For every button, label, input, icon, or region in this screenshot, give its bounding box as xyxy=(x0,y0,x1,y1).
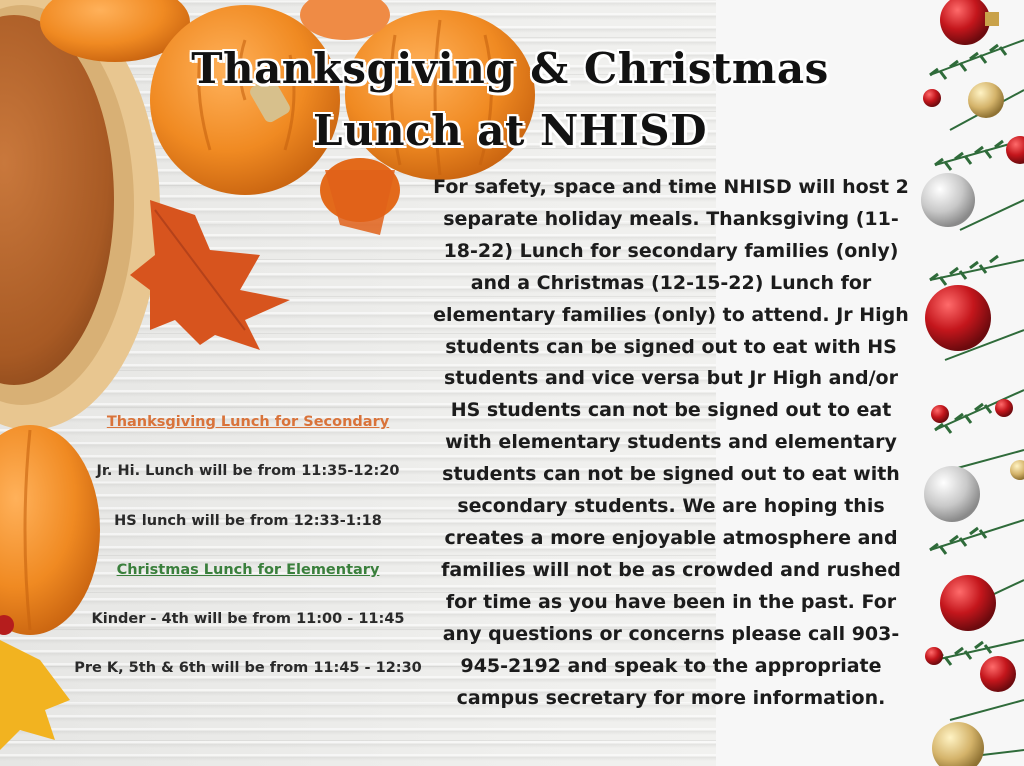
elementary-lunch-heading: Christmas Lunch for Elementary xyxy=(116,562,380,578)
kinder-4th-lunch-time: Kinder - 4th will be from 11:00 - 11:45 xyxy=(91,611,405,627)
page-title-line-1: Thanksgiving & Christmas xyxy=(191,44,829,93)
jr-hi-lunch-time: Jr. Hi. Lunch will be from 11:35-12:20 xyxy=(96,463,400,479)
secondary-lunch-heading: Thanksgiving Lunch for Secondary xyxy=(106,414,390,430)
prek-5th-6th-lunch-time: Pre K, 5th & 6th will be from 11:45 - 12:30 xyxy=(74,660,422,676)
autumn-leaf-icon xyxy=(130,200,290,350)
page-title-line-2: Lunch at NHISD xyxy=(312,106,708,155)
announcement-paragraph: For safety, space and time NHISD will host 2 separate holiday meals. Thanksgiving (11-18-22) Lunch for secondary families (only) and a Christmas (12-15-22) Lunch for elementary families (only) to attend. Jr High students can be signed out to eat with HS students and vice versa but Jr High and/or HS students can not be signed out to eat with elementary students and elementary students can not be signed out to eat with secondary students. We are hoping this creates a more enjoyable atmosphere and families will not be as crowded and rushed for time as you have been in the past. For any questions or concerns please call 903-945-2192 and speak to the appropriate campus secretary for more information. xyxy=(433,176,909,709)
hs-lunch-time: HS lunch will be from 12:33-1:18 xyxy=(114,513,382,529)
